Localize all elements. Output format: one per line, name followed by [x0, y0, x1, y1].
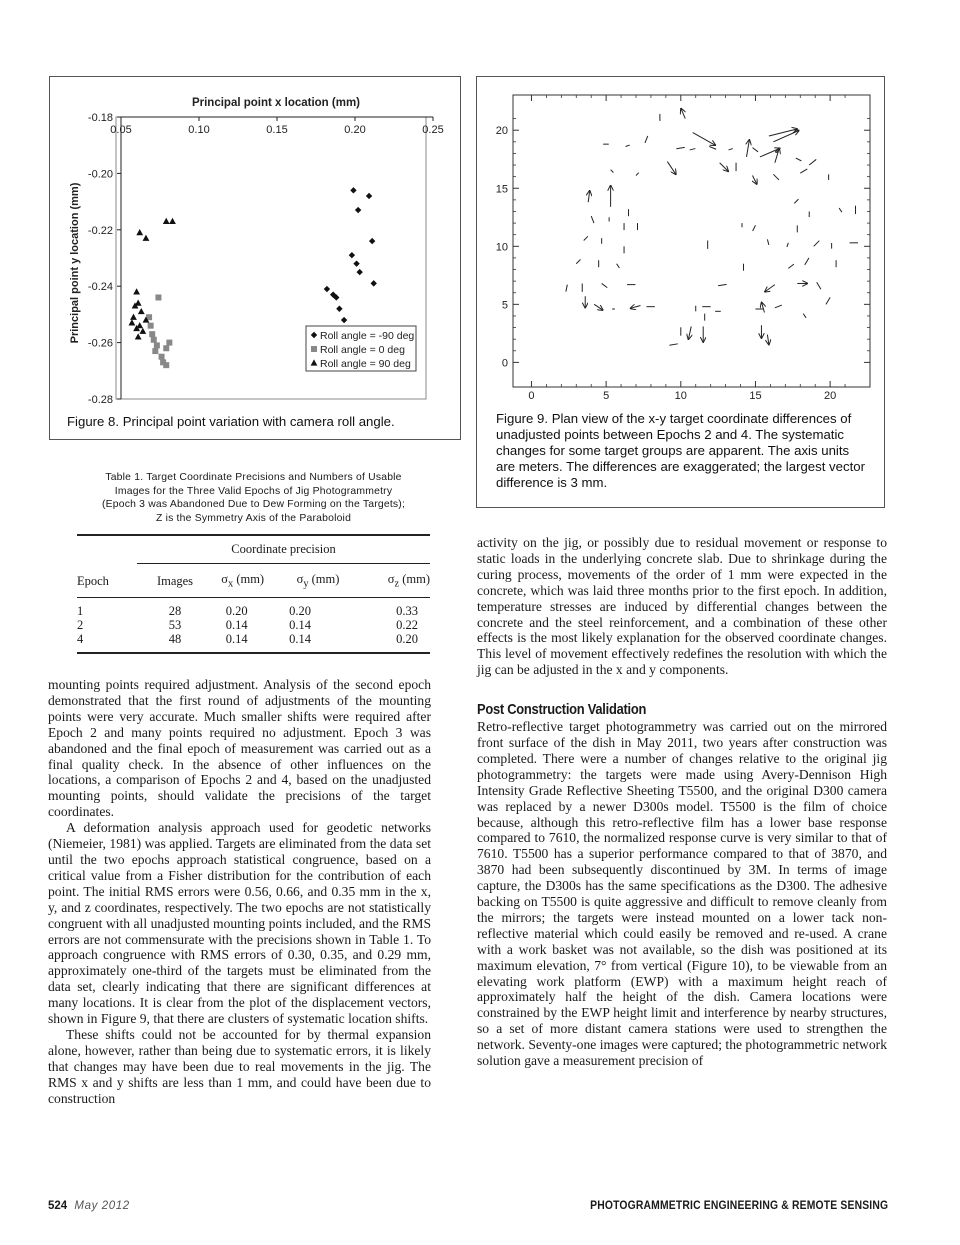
table-column-header: $\sigma_x$ (mm): [221, 572, 265, 590]
data-point: [371, 280, 377, 286]
data-point: [135, 333, 142, 339]
displacement-vector: [591, 216, 594, 223]
data-point: [159, 354, 165, 360]
data-point: [129, 319, 136, 325]
data-point: [155, 294, 161, 300]
figure-8-caption: Figure 8. Principal point variation with camera roll angle.: [67, 414, 395, 429]
displacement-vector: [773, 131, 798, 142]
table-column-header: Epoch: [77, 573, 109, 588]
figure-8-title: Principal point x location (mm): [191, 97, 361, 109]
table-cell: 0.22: [396, 617, 418, 632]
data-point: [366, 193, 372, 199]
table-1: [77, 471, 430, 654]
left-column-text: [48, 677, 431, 1106]
table-cell: 0.20: [289, 603, 312, 618]
displacement-vector: [602, 283, 608, 287]
displacement-vector: [626, 145, 630, 146]
y-tick-label: 15: [495, 183, 508, 196]
displacement-vector: [681, 109, 685, 119]
data-point: [152, 348, 158, 354]
x-tick-label: 5: [603, 390, 610, 402]
data-point: [136, 322, 143, 328]
table-row: [77, 604, 430, 618]
displacement-vector: [805, 258, 809, 265]
data-point: [324, 286, 330, 292]
displacement-vector: [669, 344, 677, 345]
journal-name: PHOTOGRAMMETRIC ENGINEERING & REMOTE SENSING: [589, 1200, 888, 1212]
data-point: [154, 342, 160, 348]
displacement-vector: [767, 239, 768, 245]
x-tick-label: 0.20: [344, 124, 366, 136]
displacement-vector: [584, 236, 588, 240]
displacement-vector: [636, 173, 639, 176]
displacement-vector: [752, 175, 756, 183]
table-cell: 2: [77, 617, 84, 632]
paragraph: These shifts could not be accounted for by thermal expansion alone, however, rather than being due to systematic errors, it is likely that changes may have been due to real movements in the jig. The RMS x and y shifts are less than 1 mm, and could have been due to construction: [48, 1026, 431, 1106]
table-1-grid: [77, 572, 430, 590]
table-row: [77, 632, 430, 646]
table-cell: 28: [168, 603, 182, 618]
data-point: [166, 340, 172, 346]
displacement-vector: [753, 225, 756, 231]
table-column-header: $\sigma_z$ (mm): [387, 572, 430, 590]
displacement-vector: [794, 199, 798, 203]
y-tick-label: -0.22: [87, 224, 113, 237]
table-group-header: Coordinate precision: [231, 542, 336, 557]
data-point: [149, 331, 155, 337]
x-tick-label: 10: [674, 390, 687, 402]
displacement-vector: [752, 148, 758, 152]
displacement-vector: [690, 149, 696, 150]
table-cell: 4: [77, 631, 84, 646]
y-tick-label: 5: [501, 299, 508, 312]
table-column-header: Images: [156, 573, 194, 588]
displacement-vector: [773, 174, 779, 180]
data-point: [350, 187, 356, 193]
data-point: [163, 362, 169, 368]
figure-8: [49, 76, 461, 440]
data-point: [136, 229, 143, 235]
y-tick-label: -0.20: [87, 168, 113, 181]
paragraph: Retro-reflective target photogrammetry was carried out on the mirrored front surface of the dish in May 2011, two years after construction was completed. There were a number of changes relative to the original jig photogrammetry: the targets were made using Avery-Dennison High Intensity Grade Reflective Sheeting T5500, and the original D300 camera was replaced by a newer D300s model. T5500 is the film of choice because, although this retro-reflective film has a lower base response compared to 7610, the normalized response curve is very similar to that of 7610. T5500 has a superior performance compared to that of 3870, and 3870 had been subsequently discontinued by 3M. In terms of image capture, the D300s has the same specifications as the D300. The adhesive backing on T5500 is quite aggressive and difficult to remove cleanly from the mirrors; the targets were instead mounted on a lower tack non-reflective material which could easily be removed and re-used. A crane with a work basket was not available, so the dish was positioned at its maximum elevation, 7° from vertical (Figure 10), to be viewable from an elevating work platform (EWP) with a maximum height reach of approximately half the height of the dish. Camera locations were constrained by the EWP height limit and interference by nearby structures, so a set of more distant camera stations were used to strengthen the network. Seventy-one images were captured; the photogrammetric network solution gave a measurement precision of: [477, 719, 887, 1069]
table-cell: 0.20: [396, 631, 418, 646]
legend-marker: [311, 346, 317, 352]
data-point: [369, 238, 375, 244]
displacement-vector: [667, 162, 675, 175]
displacement-vector: [762, 303, 765, 313]
paragraph: activity on the jig, or possibly due to residual movement or response to static loads in the underlying concrete slab. Due to shrinkage during the curing process, movements of the order of 1 mm were expected in the concrete, which was laid three months prior to the first epoch. In addition, temperature stresses are induced by differential changes between the concrete and the steel reinforcement, and a combination of these other effects is the most likely explanation for the observed coordinate changes. This level of movement effectively redefines the resolution with which the jig can be adjusted in the x and y components.: [477, 535, 887, 678]
data-point: [163, 345, 169, 351]
x-tick-label: 0.10: [188, 124, 210, 136]
section-heading: Post Construction Validation: [477, 701, 647, 719]
data-point: [139, 328, 146, 334]
displacement-vector: [775, 305, 782, 308]
legend-label: Roll angle = -90 deg: [320, 330, 415, 342]
displacement-vector: [747, 140, 750, 157]
data-point: [341, 317, 347, 323]
y-tick-label: 0: [501, 357, 508, 370]
displacement-vector: [576, 260, 580, 264]
table-title-line: (Epoch 3 was Abandoned Due to Dew Forming on the Targets);: [101, 499, 406, 511]
figure-8-chart: [50, 77, 460, 407]
data-point: [143, 235, 150, 241]
displacement-vector: [693, 133, 715, 146]
table-cell: 0.14: [289, 617, 312, 632]
data-point: [148, 323, 154, 329]
figure-9: [476, 76, 885, 508]
data-point: [169, 218, 176, 224]
table-cell: 0.14: [225, 631, 248, 646]
displacement-vector: [611, 170, 614, 173]
x-tick-label: 15: [749, 390, 762, 402]
displacement-vector: [788, 264, 794, 268]
displacement-vector: [709, 146, 716, 149]
displacement-vector: [688, 326, 691, 339]
legend-label: Roll angle = 90 deg: [320, 358, 411, 370]
data-point: [163, 218, 170, 224]
legend-label: Roll angle = 0 deg: [320, 344, 405, 356]
data-point: [353, 260, 359, 266]
table-1-title: [77, 471, 430, 525]
displacement-vector: [720, 163, 728, 171]
displacement-vector: [817, 282, 821, 289]
table-cell: 1: [77, 603, 84, 618]
y-tick-label: 20: [495, 125, 508, 138]
right-column-text: [477, 535, 887, 1069]
displacement-vector: [769, 129, 797, 136]
y-tick-label: -0.28: [87, 394, 113, 406]
displacement-vector: [645, 136, 648, 143]
table-cell: 0.14: [225, 617, 248, 632]
data-point: [138, 308, 145, 314]
displacement-vector: [826, 297, 830, 304]
table-cell: 53: [168, 617, 182, 632]
table-cell: 0.20: [225, 603, 248, 618]
y-tick-label: -0.18: [87, 112, 113, 124]
data-point: [355, 207, 361, 213]
displacement-vector: [775, 149, 779, 163]
data-point: [356, 269, 362, 275]
displacement-vector: [718, 284, 726, 285]
data-point: [133, 288, 140, 294]
x-tick-label: 0.25: [422, 124, 444, 136]
displacement-vector: [676, 147, 684, 148]
page-number: 524: [48, 1200, 68, 1212]
displacement-vector: [809, 159, 816, 165]
x-tick-label: 20: [824, 390, 837, 402]
table-title-line: Table 1. Target Coordinate Precisions and Numbers of Usable: [105, 472, 402, 483]
table-column-header: $\sigma_y$ (mm): [296, 572, 340, 590]
displacement-vector: [803, 314, 806, 318]
displacement-vector: [631, 306, 641, 309]
displacement-vector: [594, 304, 602, 310]
displacement-vector: [839, 208, 842, 212]
x-tick-label: 0.15: [266, 124, 288, 136]
table-title-line: Images for the Three Valid Epochs of Jig Photogrammetry: [114, 485, 393, 497]
figure-8-ylabel: Principal point y location (mm): [69, 182, 81, 344]
displacement-vector: [617, 264, 620, 268]
table-cell: 0.33: [396, 603, 418, 618]
y-tick-label: 10: [495, 241, 508, 254]
table-title-line: Z is the Symmetry Axis of the Paraboloid: [155, 512, 352, 524]
issue-date: May 2012: [74, 1200, 130, 1212]
table-cell: 0.14: [289, 631, 312, 646]
figure-8-legend: [306, 326, 416, 371]
displacement-vector: [796, 158, 802, 161]
table-1-body: [77, 604, 430, 646]
data-point: [349, 252, 355, 258]
displacement-vector: [767, 335, 768, 345]
table-header-row: [77, 572, 430, 590]
y-tick-label: -0.24: [87, 281, 113, 294]
x-tick-label: 0: [528, 390, 535, 402]
footer-left: [48, 1200, 130, 1212]
data-point: [336, 306, 342, 312]
figure-9-caption: Figure 9. Plan view of the x-y target coordinate differences of unadjusted points between Epochs 2 and 4. The systematic changes for some target groups are apparent. The axis units are meters. The differences are exaggerated; the largest vector difference is 3 mm.: [496, 411, 865, 490]
data-point: [130, 314, 137, 320]
paragraph: A deformation analysis approach used for geodetic networks (Niemeier, 1981) was applied. Targets are eliminated from the data set until the two epochs approach statistical congruence, based on a critical value from a Fisher distribution for the contribution of each point. The initial RMS errors were 0.56, 0.66, and 0.35 mm in the x, y, and z coordinates, respectively. The two epochs are not statistically congruent with all unadjusted mounting points included, and the RMS errors are not commensurate with the precisions shown in Table 1. To approach congruence with RMS errors of 0.30, 0.35, and 0.29 mm, approximately one-third of the targets must be eliminated from the data set, clearly indicating that there are significant differences at many locations. It is clear from the plot of the displacement vectors, shown in Figure 9, that there are clusters of systematic location shifts.: [48, 820, 431, 1027]
data-point: [151, 337, 157, 343]
displacement-vector: [765, 285, 775, 292]
x-tick-label: 0.05: [110, 124, 132, 136]
paragraph: mounting points required adjustment. Analysis of the second epoch demonstrated that the first round of adjustments of the mounting points were very accurate. Much smaller shifts were required after Epoch 2 and many points required no adjustment. Epoch 3 was abandoned and the final epoch of measurement was carried out as a final quality check. In the absence of other influences on the locations, a comparison of Epochs 2 and 4, based on the unadjusted mounting points, should validate the precisions of the target coordinates.: [48, 677, 431, 820]
displacement-vector: [787, 243, 788, 247]
table-row: [77, 618, 430, 632]
displacement-vector: [729, 149, 733, 150]
figure-9-chart: [477, 77, 884, 407]
table-cell: 48: [168, 631, 182, 646]
displacement-vector: [566, 285, 567, 292]
displacement-vector: [588, 191, 589, 202]
y-tick-label: -0.26: [87, 337, 113, 350]
displacement-vector: [814, 241, 820, 247]
displacement-vector: [800, 169, 807, 173]
